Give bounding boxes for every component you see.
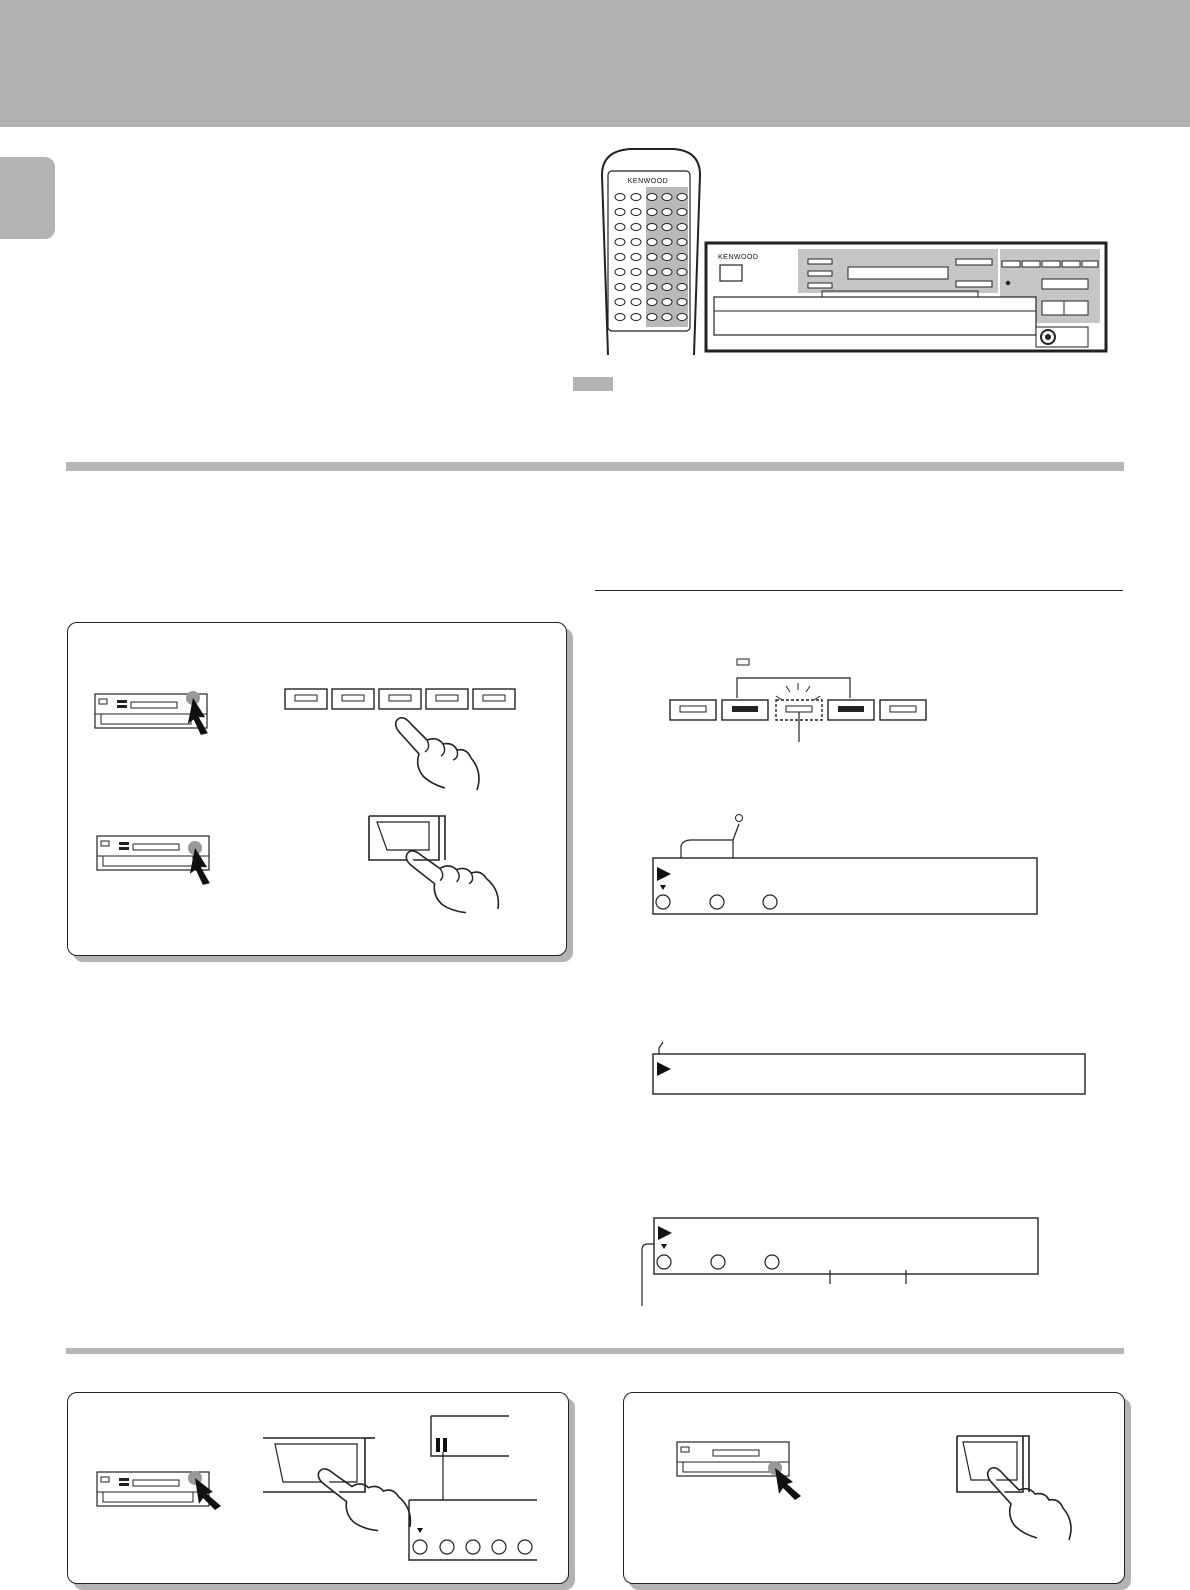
button-row-diagram (640, 650, 1090, 760)
pause-button-illustration (263, 1438, 412, 1541)
player-logo: KENWOOD (718, 254, 759, 261)
note-gray-tab (573, 377, 613, 391)
player-illustration-pause (97, 1471, 221, 1510)
player-illustration-2 (97, 836, 219, 887)
button-row-illustration (285, 689, 515, 790)
remote-control-illustration (602, 149, 700, 355)
display-diagram-3 (640, 1210, 1050, 1308)
stop-button-illustration (957, 1436, 1071, 1540)
section-side-tab (0, 157, 55, 239)
large-button-illustration (369, 816, 500, 923)
pause-panel-illustrations (67, 1392, 567, 1584)
down-triangle-icon (417, 1528, 423, 1533)
right-column-rule (595, 590, 1123, 591)
section-rule-bottom (66, 1348, 1124, 1354)
cd-player-front-illustration (706, 243, 1106, 351)
pause-display-illustration (409, 1416, 537, 1560)
display-diagram-1 (645, 812, 1045, 917)
remote-logo: KENWOOD (627, 178, 669, 185)
player-illustration-1 (95, 691, 217, 737)
player-illustration-stop (677, 1442, 801, 1500)
stop-panel-illustrations (623, 1392, 1123, 1584)
pause-bars-icon (436, 1438, 447, 1452)
section-rule-top (66, 462, 1124, 471)
operations-panel-illustrations (67, 622, 567, 956)
page-header-band (0, 0, 1190, 127)
remote-and-player-illustration (590, 145, 1110, 360)
display-diagram-2 (645, 1036, 1095, 1104)
